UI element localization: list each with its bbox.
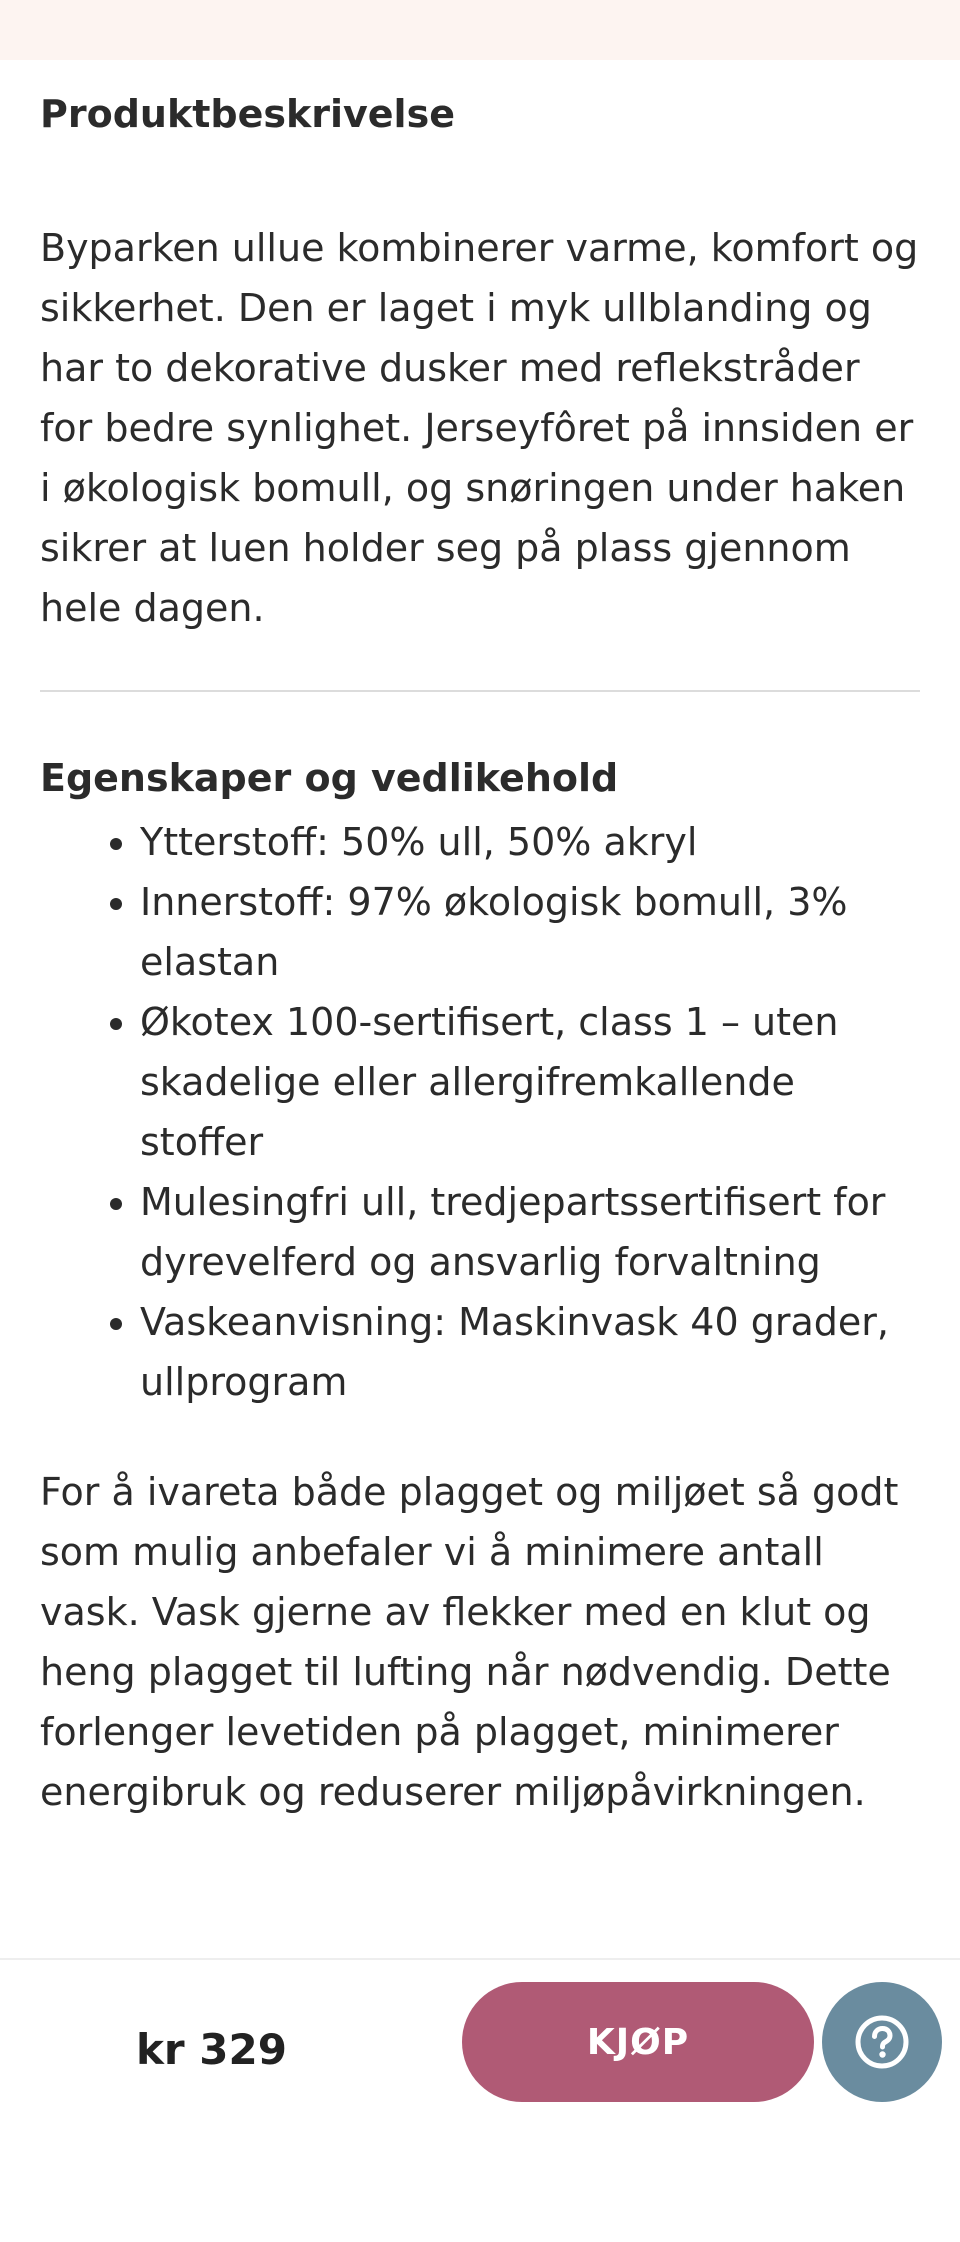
price: kr 329 — [136, 2025, 287, 2074]
product-details[interactable] — [40, 60, 920, 1958]
buy-button[interactable]: KJØP — [462, 1982, 814, 2102]
list-item: • Økotex 100-sertifisert, class 1 – uten skadelige eller allergifremkallende stoffer — [140, 992, 920, 1172]
list-item: • Vaskeanvisning: Maskinvask 40 grader, ullprogram — [140, 1292, 920, 1412]
care-text: For å ivareta både plagget og miljøet så godt som mulig anbefaler vi å minimere antall vask. Vask gjerne av flekker med en klut og heng plagget til lufting når nødvendig. Dette forlenger levetiden på plagget, minimerer energibruk og reduserer miljøpåvirkningen. — [40, 1470, 899, 1814]
question-circle-icon — [854, 2014, 910, 2070]
description-text: Byparken ullue kombinerer varme, komfort og sikkerhet. Den er laget i myk ullblanding og har to dekorative dusker med reflekstråder for bedre synlighet. Jerseyfôret på innsiden er i økologisk bomull, og snøringen under haken sikrer at luen holder seg på plass gjennom hele dagen. — [40, 226, 919, 630]
section-divider — [40, 690, 920, 692]
description-title: Produktbeskrivelse — [40, 92, 455, 136]
list-item: • Mulesingfri ull, tredjepartssertifisert for dyrevelferd og ansvarlig forvaltning — [140, 1172, 920, 1292]
purchase-bar — [0, 1958, 960, 2242]
list-item: • Ytterstoff: 50% ull, 50% akryl — [140, 812, 920, 872]
feature-list — [40, 812, 920, 1412]
top-band — [0, 0, 960, 60]
list-item: • Innerstoff: 97% økologisk bomull, 3% elastan — [140, 872, 920, 992]
care-title: Egenskaper og vedlikehold — [40, 756, 619, 800]
help-button[interactable] — [822, 1982, 942, 2102]
